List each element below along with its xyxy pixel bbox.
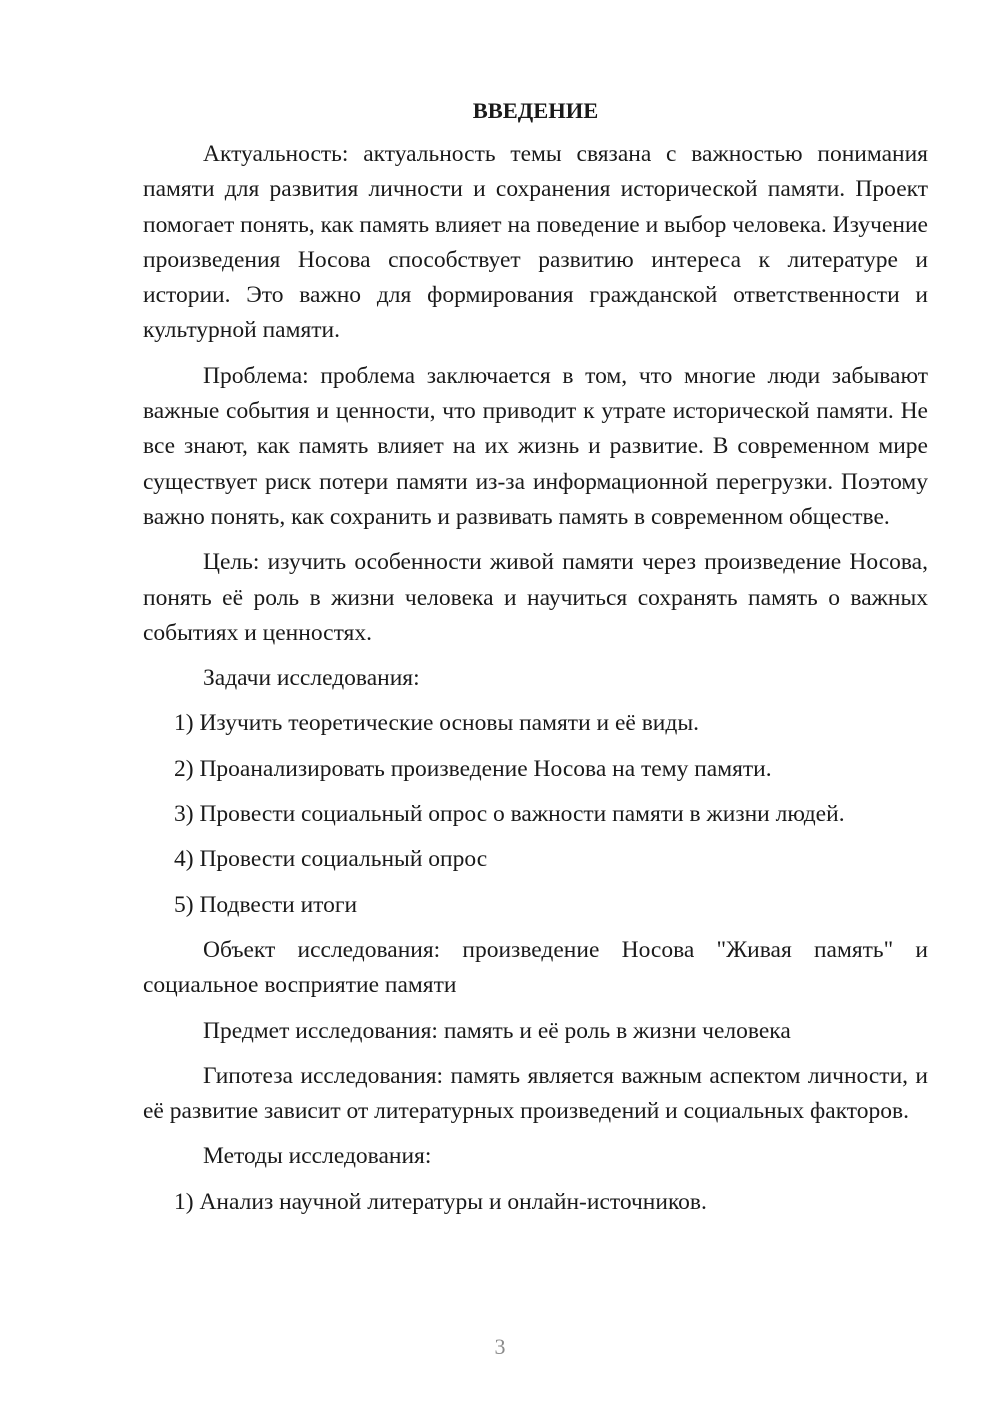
list-item: 5) Подвести итоги (174, 891, 358, 918)
relevance-paragraph: Актуальность: актуальность темы связана с важностью понимания памяти для развития личности и сохранения исторической памяти. Проект помогает понять, как память влияет на поведение и выбор человека. Изучение произведения Носова способствует развитию интереса к литературе и истории. Это важно для формирования гражданской ответственности и культурной памяти. (143, 141, 928, 344)
document-page (143, 95, 928, 1230)
section-title: ВВЕДЕНИЕ (472, 98, 599, 123)
hypothesis-paragraph: Гипотеза исследования: память является важным аспектом личности, и её развитие зависит от литературных произведений и социальных факторов. (143, 1062, 928, 1125)
list-item: 4) Провести социальный опрос (174, 846, 488, 873)
tasks-heading: Задачи исследования: (203, 665, 420, 692)
tasks-list (143, 706, 928, 922)
list-item: 3) Провести социальный опрос о важности памяти в жизни людей. (174, 801, 845, 828)
list-item: 2) Проанализировать произведение Носова на тему памяти. (174, 755, 772, 782)
problem-paragraph: Проблема: проблема заключается в том, что многие люди забывают важные события и ценности, что приводит к утрате исторической памяти. Не все знают, как память влияет на их жизнь и развитие. В современном мире существует риск потери памяти из-за информационной перегрузки. Поэтому важно понять, как сохранить и развивать память в современном обществе. (143, 362, 928, 530)
list-item: 1) Изучить теоретические основы памяти и её виды. (174, 710, 699, 737)
page-number: 3 (494, 1334, 506, 1359)
goal-paragraph: Цель: изучить особенности живой памяти через произведение Носова, понять её роль в жизни человека и научиться сохранять память о важных событиях и ценностях. (143, 549, 928, 646)
methods-heading: Методы исследования: (203, 1143, 432, 1170)
object-paragraph: Объект исследования: произведение Носова "Живая память" и социальное восприятие памяти (143, 936, 928, 999)
methods-list (143, 1185, 928, 1220)
subject-paragraph: Предмет исследования: память и её роль в жизни человека (203, 1017, 791, 1044)
list-item: 1) Анализ научной литературы и онлайн-источников. (174, 1188, 707, 1215)
